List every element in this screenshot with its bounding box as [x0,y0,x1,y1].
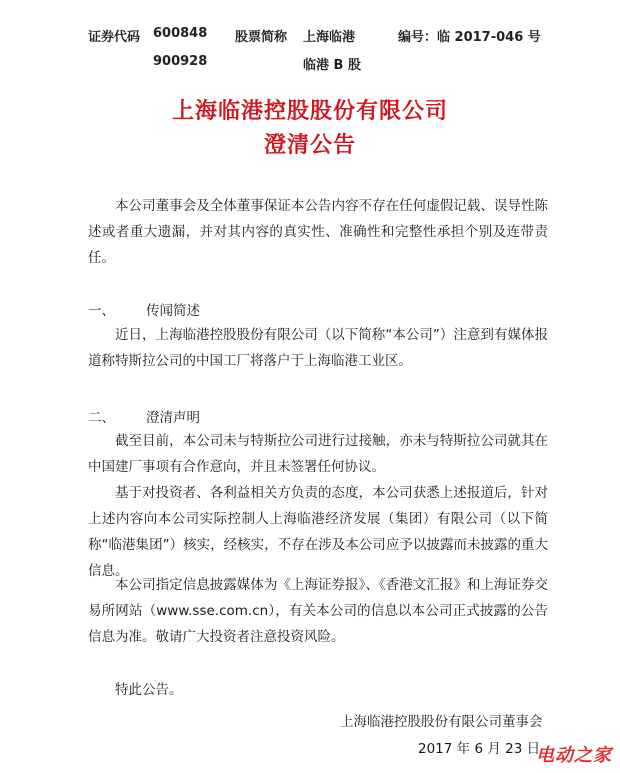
section-2-text-2: 基于对投资者、各利益相关方负责的态度，本公司获悉上述报道后，针对上述内容向本公司实际控制人上海临港经济发展（集团）有限公司（以下简称“临港集团”）核实，经核实，不存在涉及本公司应予以披露而未披露的重大信息。 [88,485,548,579]
section-1-heading [88,299,200,319]
section-1-text: 近日，上海临港控股股份有限公司（以下简称“本公司”）注意到有媒体报道称特斯拉公司的中国工厂将落户于上海临港工业区。 [88,327,548,369]
section-1-number: 一、 [88,303,115,319]
section-2-body-1 [88,428,548,480]
disclosure-paragraph [88,572,548,650]
announcement-number: 编号：临 2017-046 号 [398,30,541,45]
site-watermark: 电动之家 [536,745,612,766]
announcement-date: 2017 年 6 月 23 日 [418,741,541,757]
disclosure-text: 本公司指定信息披露媒体为《上海证券报》、《香港文汇报》和上海证券交易所网站（www.sse.com.cn），有关本公司的信息以本公司正式披露的公告信息为准。敬请广大投资者注意投资风险。 [88,577,548,645]
stock-abbr-b: 临港 B 股 [303,58,361,73]
section-2-title: 澄清声明 [146,410,200,426]
stock-code-label: 证券代码 [88,30,141,45]
intro-text: 本公司董事会及全体董事保证本公告内容不存在任何虚假记载、误导性陈述或者重大遗漏，并对其内容的真实性、准确性和完整性承担个别及连带责任。 [88,198,548,266]
section-2-body-2 [88,480,548,584]
stock-code-a: 600848 [153,26,208,41]
section-2-number: 二、 [88,410,115,426]
stock-abbr-a: 上海临港 [303,30,356,45]
section-2-heading [88,406,200,426]
stock-abbr-label: 股票简称 [235,30,288,45]
special-notice [88,677,548,703]
stock-code-b: 900928 [153,54,208,69]
special-notice-text: 特此公告。 [115,682,183,698]
section-1-title: 传闻简述 [146,303,200,319]
document-title: 澄清公告 [263,133,356,158]
company-title: 上海临港控股股份有限公司 [171,99,448,124]
intro-paragraph [88,193,548,271]
section-1-body [88,322,548,374]
section-2-text-1: 截至目前，本公司未与特斯拉公司进行过接触，亦未与特斯拉公司就其在中国建厂事项有合作意向，并且未签署任何协议。 [88,433,548,475]
board-signature: 上海临港控股股份有限公司董事会 [340,714,543,730]
